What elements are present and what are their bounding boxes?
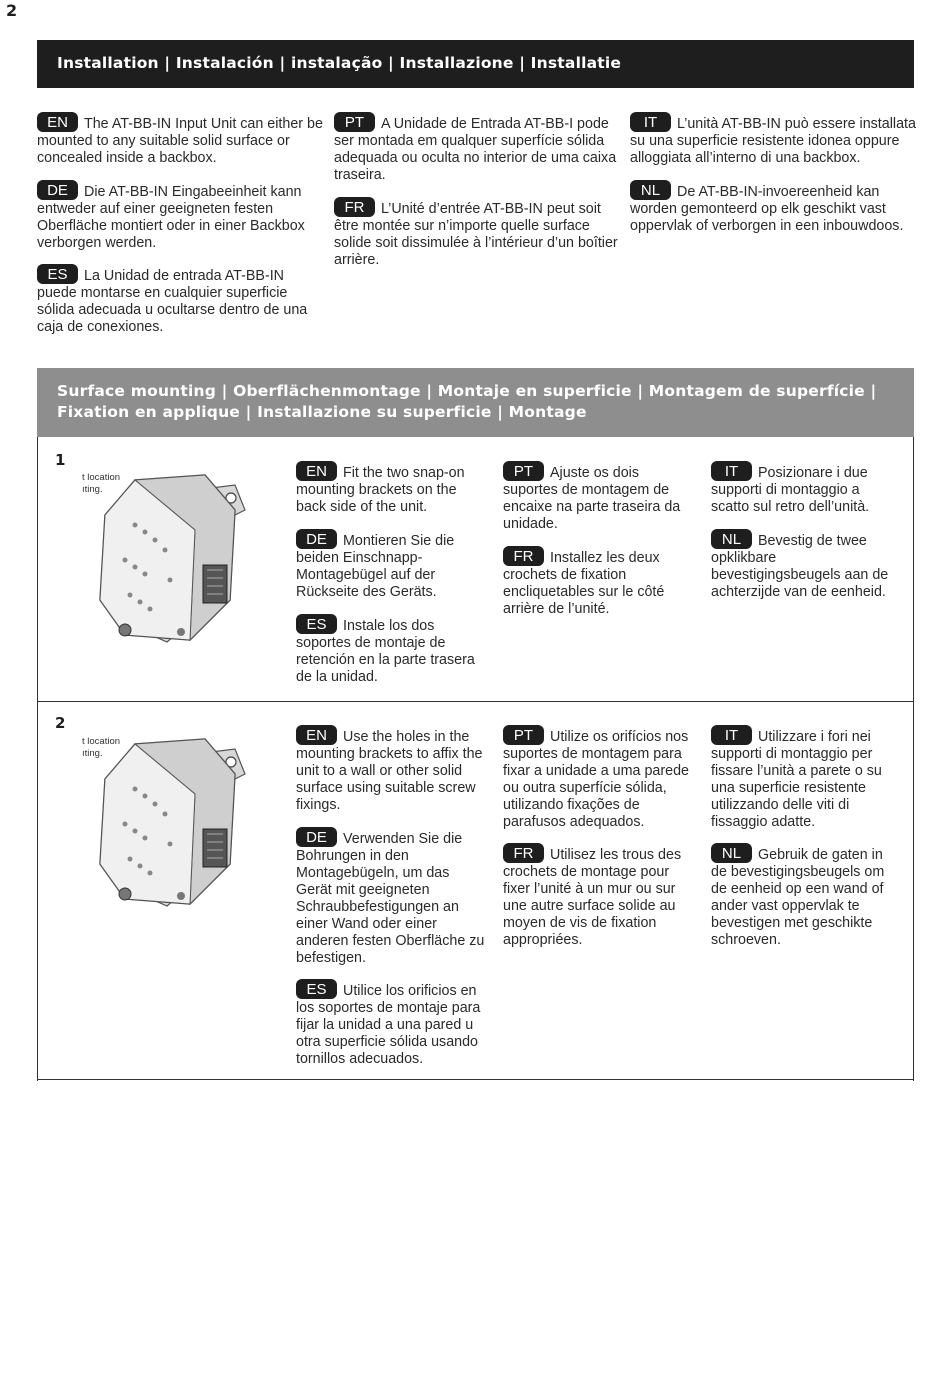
surface-mounting-heading-line1: Surface mounting | Oberflächenmontage | Montaje en superficie | Montagem de superfície | <box>57 382 877 400</box>
install-text-de: Die AT-BB-IN Eingabeeinheit kann entweder auf einer geeigneten festen Oberfläche montiert oder in einer Backbox verborgen werden. <box>37 184 305 251</box>
surface-mounting-heading <box>37 368 914 437</box>
step1-para-fr <box>503 546 691 618</box>
step1-text-it: Posizionare i due supporti di montaggio a scatto sul retro dell’unità. <box>711 465 870 515</box>
step2-para-it <box>711 725 901 831</box>
step2-text-es: Utilice los orificios en los soportes de montaje para fijar la unidad a una pared u otra superficie sólida usando tornillos adecuados. <box>296 983 481 1067</box>
lang-badge-en: EN <box>37 112 78 132</box>
lang-badge-fr: FR <box>503 546 544 566</box>
unit-illustration-1 <box>95 470 265 650</box>
step1-text-fr: Installez les deux crochets de fixation encliquetables sur le côté arrière de l’unité. <box>503 550 665 617</box>
step2-text-de: Verwenden Sie die Bohrungen in den Montagebügeln, um das Gerät mit geeigneten Schraubbefestigungen an einer Wand oder einer anderen festen Oberfläche zu befestigen. <box>296 831 485 966</box>
install-text-en: The AT-BB-IN Input Unit can either be mounted to any suitable solid surface or concealed inside a backbox. <box>37 116 323 166</box>
lang-badge-de: DE <box>296 827 337 847</box>
step-number-2: 2 <box>55 714 66 732</box>
figure-note-1-line2: ıting. <box>82 484 103 495</box>
step1-para-nl <box>711 529 901 601</box>
lang-badge-it: IT <box>711 461 752 481</box>
step1-para-it <box>711 461 901 516</box>
surface-mounting-heading-line2: Fixation en applique | Installazione su superficie | Montage <box>57 403 587 421</box>
figure-note-2-line1: t location <box>82 736 121 747</box>
lang-badge-nl: NL <box>711 529 752 549</box>
step2-para-pt <box>503 725 691 831</box>
figure-note-2-line2: ıting. <box>82 748 103 759</box>
install-para-de <box>37 180 327 252</box>
figure-note-1-line1: t location <box>82 472 121 483</box>
step2-para-nl <box>711 843 901 949</box>
lang-badge-en: EN <box>296 725 337 745</box>
lang-badge-pt: PT <box>503 725 544 745</box>
lang-badge-de: DE <box>37 180 78 200</box>
step1-para-en <box>296 461 486 516</box>
lang-badge-es: ES <box>296 614 337 634</box>
install-text-nl: De AT-BB-IN-invoereenheid kan worden gemonteerd op elk geschikt vast oppervlak of verborgen in een inbouwdoos. <box>630 184 904 234</box>
step1-text-pt: Ajuste os dois suportes de montagem de encaixe na parte traseira da unidade. <box>503 465 681 532</box>
lang-badge-en: EN <box>296 461 337 481</box>
lang-badge-de: DE <box>296 529 337 549</box>
install-para-fr <box>334 197 619 269</box>
lang-badge-es: ES <box>37 264 78 284</box>
install-text-es: La Unidad de entrada AT-BB-IN puede montarse en cualquier superficie sólida adecuada u ocultarse dentro de una caja de conexiones. <box>37 268 308 335</box>
step2-text-pt: Utilize os orifícios nos suportes de montagem para fixar a unidade a uma parede ou outra superfície sólida, utilizando fixações de parafusos adequados. <box>503 729 689 830</box>
lang-badge-pt: PT <box>334 112 375 132</box>
step1-text-en: Fit the two snap-on mounting brackets on the back side of the unit. <box>296 465 465 515</box>
step-number-1: 1 <box>55 451 66 469</box>
install-text-fr: L’Unité d’entrée AT-BB-IN peut soit être montée sur n’importe quelle surface solide soit dissimulée à l’intérieur d’un boîtier arrière. <box>334 201 618 268</box>
step2-text-it: Utilizzare i fori nei supporti di montaggio per fissare l’unità a parete o su una superficie resistente utilizzando delle viti di fissaggio adatte. <box>711 729 882 830</box>
step1-para-es <box>296 614 486 686</box>
lang-badge-it: IT <box>630 112 671 132</box>
lang-badge-pt: PT <box>503 461 544 481</box>
page-number: 2 <box>6 1 18 20</box>
step1-text-es: Instale los dos soportes de montaje de retención en la parte trasera de la unidad. <box>296 618 475 685</box>
step1-text-de: Montieren Sie die beiden Einschnapp-Montagebügel auf der Rückseite des Geräts. <box>296 533 455 600</box>
lang-badge-fr: FR <box>503 843 544 863</box>
unit-illustration-2 <box>95 734 265 914</box>
install-para-it <box>630 112 920 167</box>
lang-badge-nl: NL <box>711 843 752 863</box>
step1-para-de <box>296 529 486 601</box>
step1-text-nl: Bevestig de twee opklikbare bevestigingsbeugels aan de achterzijde van de eenheid. <box>711 533 889 600</box>
step2-text-nl: Gebruik de gaten in de bevestigingsbeugels om de eenheid op een wand of ander vast oppervlak te bevestigen met geschikte schroeven. <box>711 847 885 948</box>
step2-para-es <box>296 979 486 1068</box>
lang-badge-nl: NL <box>630 180 671 200</box>
install-para-nl <box>630 180 920 235</box>
install-para-pt <box>334 112 619 184</box>
step-divider <box>37 701 914 702</box>
installation-heading: Installation | Instalación | instalação | Installazione | Installatie <box>37 40 914 88</box>
step1-para-pt <box>503 461 691 533</box>
lang-badge-it: IT <box>711 725 752 745</box>
step2-text-fr: Utilisez les trous des crochets de montage pour fixer l’unité à un mur ou sur une autre surface solide au moyen de vis de fixation appropriées. <box>503 847 682 948</box>
install-para-en <box>37 112 327 167</box>
step2-text-en: Use the holes in the mounting brackets to affix the unit to a wall or other solid surface using suitable screw fixings. <box>296 729 483 813</box>
lang-badge-es: ES <box>296 979 337 999</box>
install-para-es <box>37 264 327 336</box>
step2-para-en <box>296 725 486 814</box>
steps-bottom-border <box>37 1079 914 1080</box>
install-text-it: L’unità AT-BB-IN può essere installata su una superficie resistente idonea oppure alloggiata all’interno di una backbox. <box>630 116 916 166</box>
step2-para-de <box>296 827 486 967</box>
step2-para-fr <box>503 843 691 949</box>
install-text-pt: A Unidade de Entrada AT-BB-I pode ser montada em qualquer superfície sólida adequada ou oculta no interior de uma caixa traseira. <box>334 116 617 183</box>
lang-badge-fr: FR <box>334 197 375 217</box>
